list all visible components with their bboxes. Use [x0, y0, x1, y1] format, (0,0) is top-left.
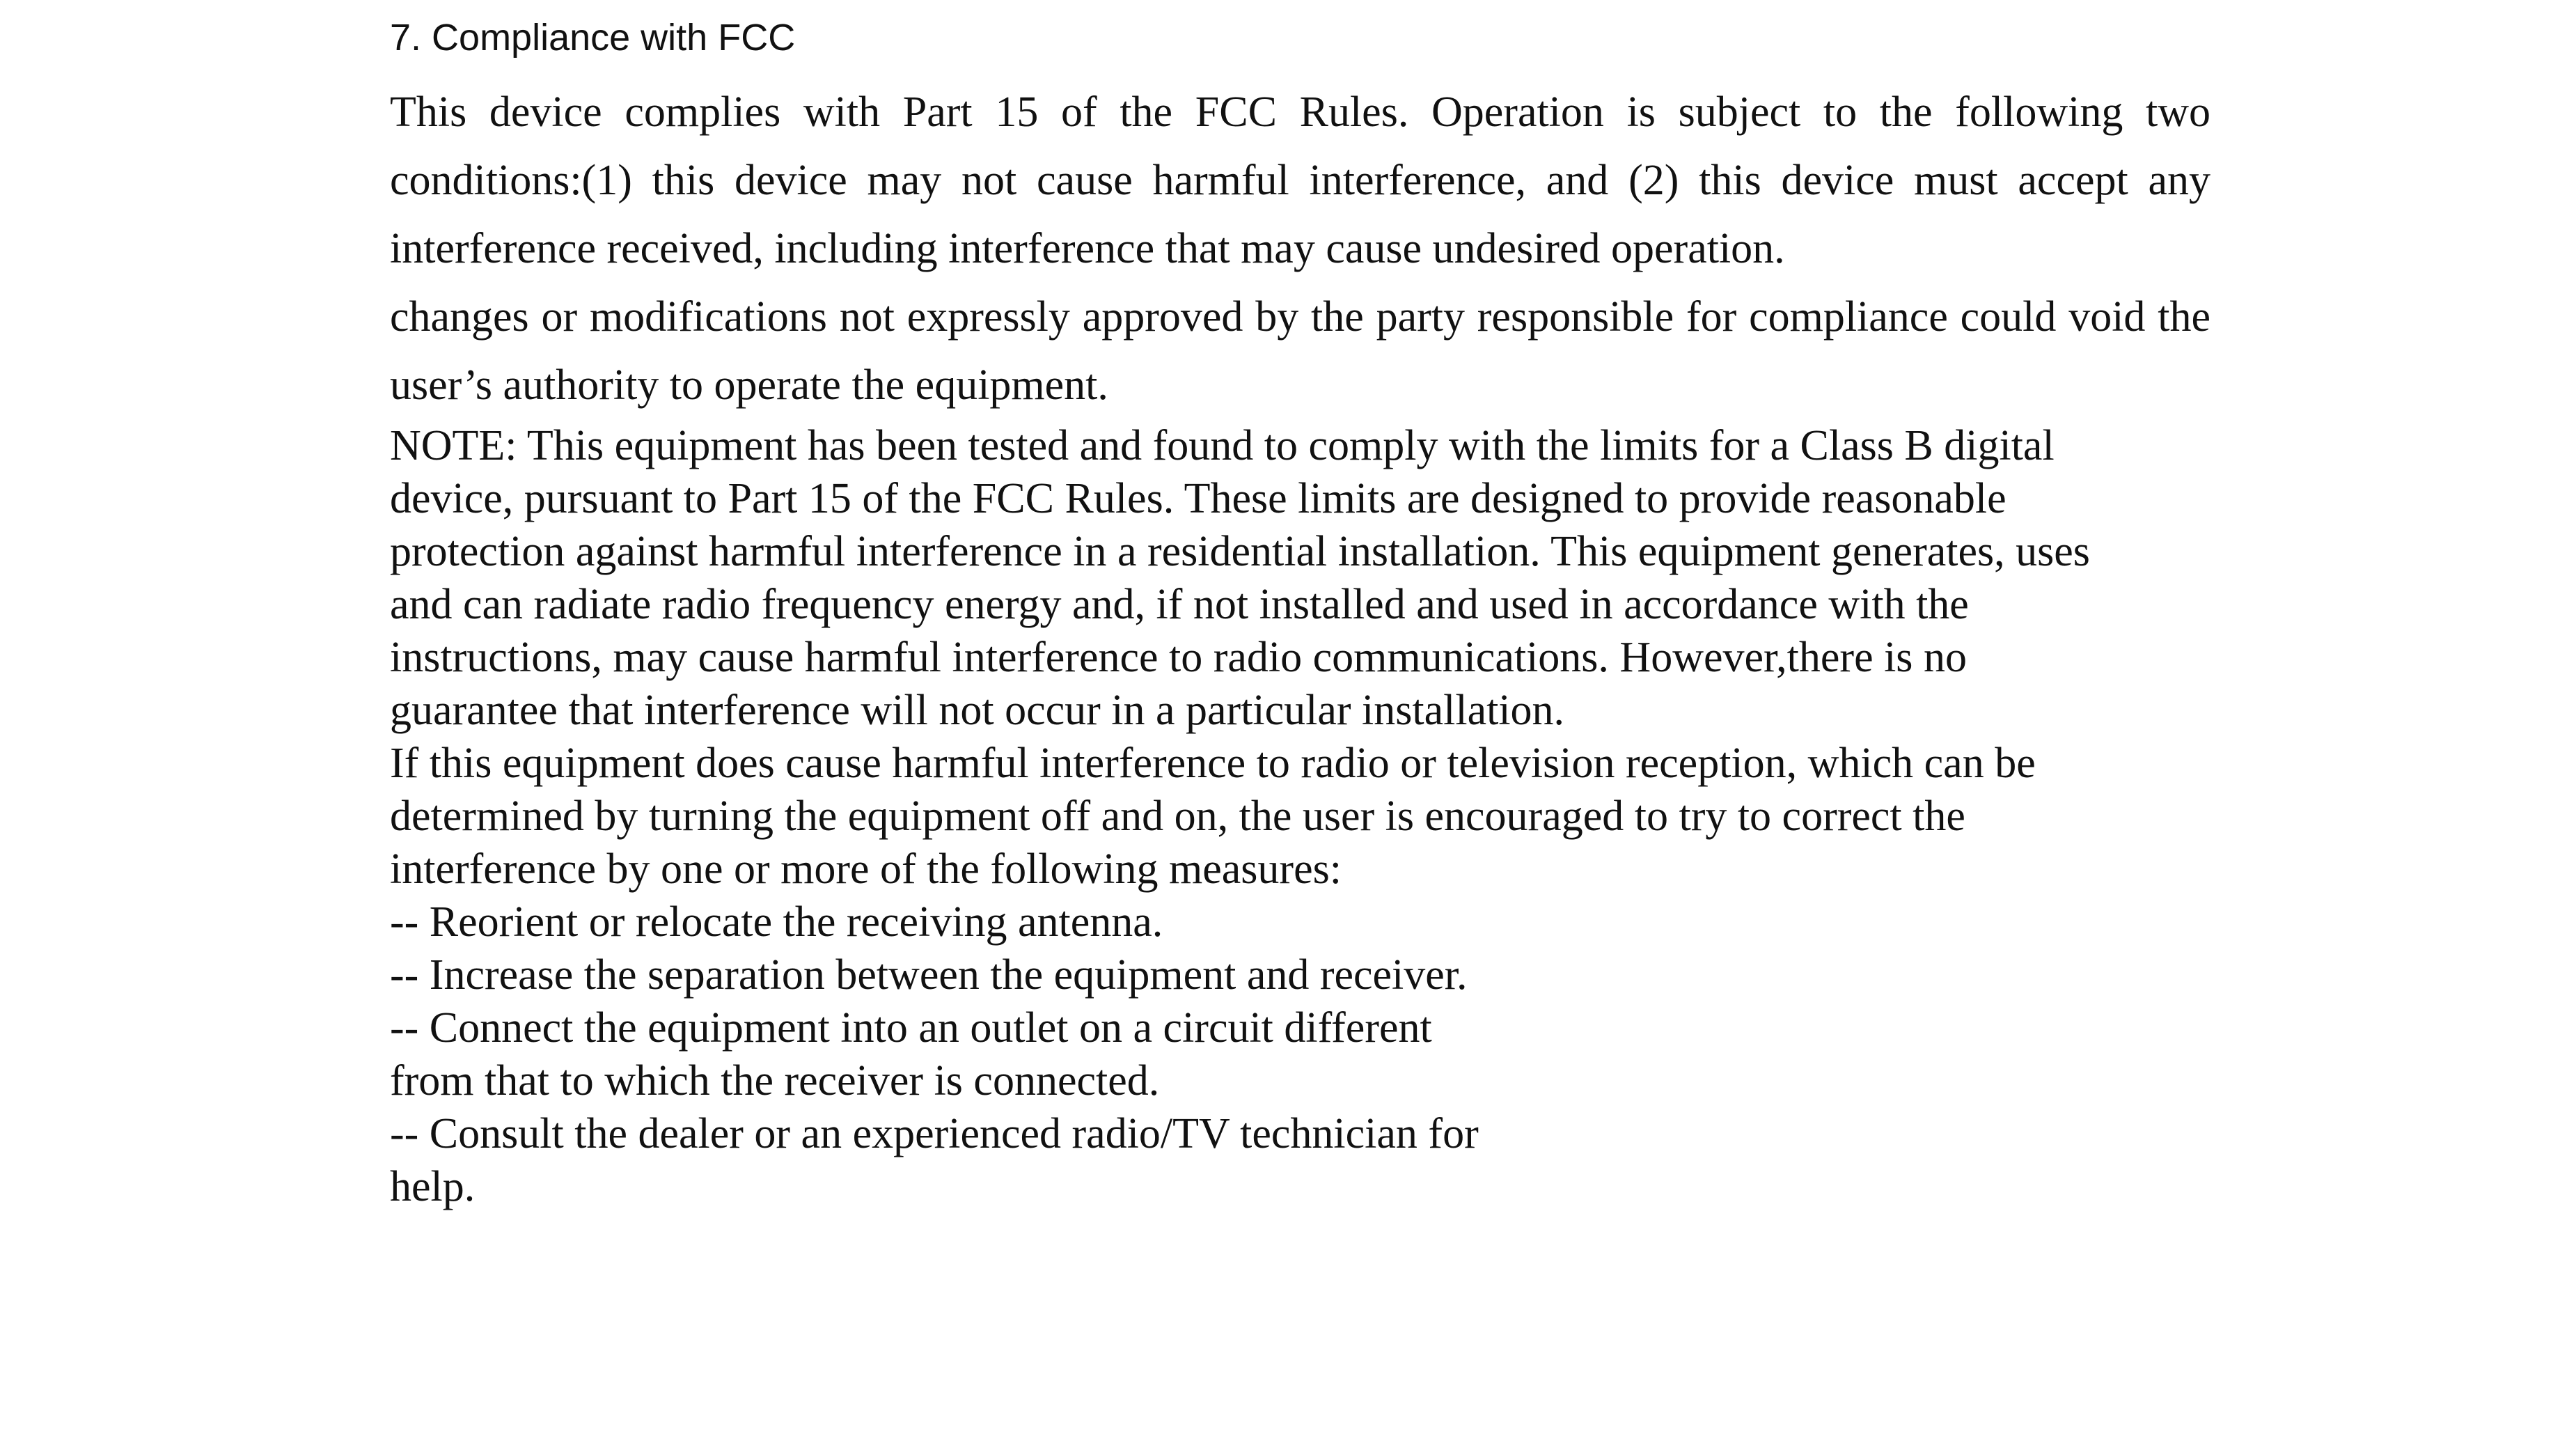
compliance-paragraph: This device complies with Part 15 of the FCC Rules. Operation is subject to the following two conditions:(1) this device may not cause harmful interference, and (2) this device must accept any interference received, including interference that may cause undesired operation.	[390, 88, 2210, 272]
measure-item: -- Connect the equipment into an outlet on a circuit different	[390, 1004, 1432, 1052]
note-line: device, pursuant to Part 15 of the FCC Rules. These limits are designed to provide reasonable	[390, 475, 2006, 522]
note-line: guarantee that interference will not occur in a particular installation.	[390, 687, 1565, 734]
note-line: determined by turning the equipment off and on, the user is encouraged to try to correct the	[390, 793, 1965, 840]
measure-item-continuation: help.	[390, 1163, 476, 1210]
note-line: instructions, may cause harmful interference to radio communications. However,there is no	[390, 634, 1967, 681]
note-line: interference by one or more of the following measures:	[390, 845, 1342, 893]
note-line: and can radiate radio frequency energy and, if not installed and used in accordance with the	[390, 581, 1969, 628]
measure-item-continuation: from that to which the receiver is connected.	[390, 1057, 1160, 1105]
measure-item: -- Increase the separation between the equipment and receiver.	[390, 951, 1468, 999]
measure-item: -- Reorient or relocate the receiving antenna.	[390, 898, 1163, 946]
document-page	[390, 13, 2210, 1213]
note-line: NOTE: This equipment has been tested and found to comply with the limits for a Class B digital	[390, 422, 2055, 469]
section-heading: 7. Compliance with FCC	[390, 17, 796, 58]
modifications-paragraph: changes or modifications not expressly approved by the party responsible for compliance could void the user’s authority to operate the equipment.	[390, 293, 2210, 409]
note-line: If this equipment does cause harmful interference to radio or television reception, which can be	[390, 740, 2036, 787]
measure-item: -- Consult the dealer or an experienced radio/TV technician for	[390, 1110, 1479, 1157]
note-line: protection against harmful interference in a residential installation. This equipment generates, uses	[390, 528, 2090, 575]
note-block	[390, 419, 2210, 1213]
